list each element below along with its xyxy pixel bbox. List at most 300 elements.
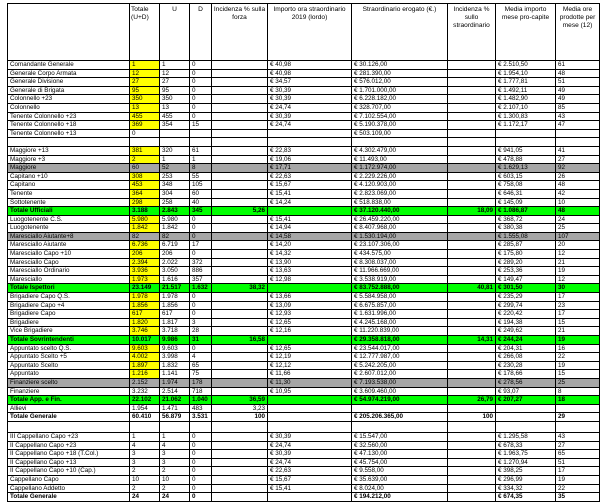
value-cell: € 15.547,00 [352, 432, 448, 441]
value-cell: € 1.530.194,00 [352, 232, 448, 241]
value-cell: € 5.242.205,00 [352, 361, 448, 370]
value-cell [190, 421, 212, 432]
value-cell: 3.998 [160, 353, 190, 362]
value-cell: 350 [160, 95, 190, 104]
value-cell: € 45.754,00 [352, 458, 448, 467]
value-cell [448, 318, 496, 327]
rank-cell: Colonnello +23 [8, 95, 130, 104]
table-row [8, 353, 600, 362]
value-cell: 18 [556, 396, 600, 405]
table-row [8, 293, 600, 302]
rank-cell: Comandante Generale [8, 61, 130, 70]
value-cell: 0 [190, 441, 212, 450]
value-cell: € 478,88 [496, 155, 556, 164]
value-cell [448, 353, 496, 362]
table-row [8, 458, 600, 467]
column-header [8, 4, 130, 61]
table-row [8, 86, 600, 95]
value-cell: 369 [130, 121, 160, 130]
value-cell: 2.843 [160, 207, 190, 216]
value-cell: € 12,12 [268, 361, 352, 370]
value-cell: 0 [190, 450, 212, 459]
value-cell: € 12.777.987,00 [352, 353, 448, 362]
value-cell: € 1.270,94 [496, 458, 556, 467]
value-cell: € 235,29 [496, 293, 556, 302]
rank-cell: Maresciallo [8, 275, 130, 284]
rank-cell: Generale Corpo Armata [8, 69, 130, 78]
value-cell [212, 327, 268, 336]
value-cell: 0 [190, 78, 212, 87]
value-cell: € 266,08 [496, 353, 556, 362]
table-row [8, 441, 600, 450]
value-cell: € 289,20 [496, 258, 556, 267]
value-cell: 0 [190, 344, 212, 353]
value-cell [212, 61, 268, 70]
value-cell [556, 138, 600, 147]
value-cell [556, 421, 600, 432]
value-cell: 0 [130, 129, 160, 138]
value-cell [448, 86, 496, 95]
value-cell [212, 301, 268, 310]
value-cell: € 230,28 [496, 361, 556, 370]
table-row [8, 129, 600, 138]
value-cell [212, 138, 268, 147]
value-cell [448, 61, 496, 70]
value-cell: € 15,67 [268, 475, 352, 484]
value-cell [448, 189, 496, 198]
value-cell: 13 [130, 103, 160, 112]
value-cell [268, 396, 352, 405]
value-cell: € 14,32 [268, 250, 352, 259]
value-cell: 6.719 [160, 241, 190, 250]
value-cell: € 22,63 [268, 467, 352, 476]
value-cell: 100 [448, 413, 496, 422]
value-cell: 0 [190, 484, 212, 493]
value-cell: 6.736 [130, 241, 160, 250]
value-cell: 43 [556, 112, 600, 121]
value-cell: 19 [556, 336, 600, 345]
value-cell: € 12,16 [268, 327, 352, 336]
value-cell: 3.746 [130, 327, 160, 336]
value-cell: € 32.560,00 [352, 441, 448, 450]
rank-cell: Luogotenente [8, 224, 130, 233]
value-cell: € 30,39 [268, 112, 352, 121]
value-cell: € 30,39 [268, 432, 352, 441]
value-cell: € 30.126,00 [352, 61, 448, 70]
value-cell [448, 121, 496, 130]
value-cell [448, 250, 496, 259]
value-cell: € 30,39 [268, 450, 352, 459]
value-cell: 1.141 [160, 370, 190, 379]
table-row [8, 121, 600, 130]
value-cell: 617 [130, 310, 160, 319]
value-cell [448, 458, 496, 467]
value-cell: 206 [160, 250, 190, 259]
value-cell: 4.002 [130, 353, 160, 362]
value-cell: € 281.390,00 [352, 69, 448, 78]
value-cell: € 6.675.857,00 [352, 301, 448, 310]
value-cell: 10 [130, 475, 160, 484]
value-cell: 5.980 [160, 215, 190, 224]
value-cell: 95 [160, 86, 190, 95]
value-cell: 1.897 [130, 361, 160, 370]
table-row [8, 361, 600, 370]
value-cell: € 19,06 [268, 155, 352, 164]
value-cell: 24 [160, 493, 190, 502]
value-cell [448, 493, 496, 502]
value-cell [448, 129, 496, 138]
value-cell: € 12,93 [268, 310, 352, 319]
value-cell: € 14,20 [268, 241, 352, 250]
value-cell [448, 78, 496, 87]
value-cell [212, 318, 268, 327]
value-cell [212, 310, 268, 319]
value-cell: € 15,41 [268, 484, 352, 493]
value-cell [212, 146, 268, 155]
table-row [8, 198, 600, 207]
value-cell: € 13,66 [268, 293, 352, 302]
value-cell: € 12,65 [268, 318, 352, 327]
value-cell [448, 275, 496, 284]
value-cell: € 83.752.888,00 [352, 284, 448, 293]
value-cell [268, 284, 352, 293]
value-cell: 0 [190, 215, 212, 224]
value-cell [448, 293, 496, 302]
value-cell: 61 [556, 61, 600, 70]
value-cell [212, 112, 268, 121]
value-cell: 17 [556, 467, 600, 476]
value-cell [268, 207, 352, 216]
value-cell: 14,31 [448, 336, 496, 345]
value-cell: 483 [190, 404, 212, 413]
value-cell: 350 [130, 95, 160, 104]
value-cell [212, 432, 268, 441]
value-cell: 24 [130, 493, 160, 502]
value-cell [496, 413, 556, 422]
value-cell: 21 [556, 327, 600, 336]
value-cell: 2.022 [160, 258, 190, 267]
value-cell: € 40,98 [268, 61, 352, 70]
column-header: Media ore prodotte per mese (12) [556, 4, 600, 61]
value-cell: € 54.974.219,00 [352, 396, 448, 405]
value-cell: € 2.823.069,00 [352, 189, 448, 198]
value-cell [448, 441, 496, 450]
value-cell: 0 [190, 86, 212, 95]
value-cell: 2 [130, 467, 160, 476]
value-cell: 17 [190, 241, 212, 250]
rank-cell: Cappellano Addetto [8, 484, 130, 493]
table-row [8, 484, 600, 493]
value-cell: € 37.120.440,00 [352, 207, 448, 216]
rank-cell: Totale Generale [8, 493, 130, 502]
value-cell [448, 172, 496, 181]
value-cell: 0 [190, 232, 212, 241]
table-row [8, 301, 600, 310]
value-cell: 41 [556, 146, 600, 155]
value-cell: 51 [556, 78, 600, 87]
value-cell: € 646,31 [496, 189, 556, 198]
value-cell: € 5.584.958,00 [352, 293, 448, 302]
value-cell: € 13,63 [268, 267, 352, 276]
value-cell [212, 69, 268, 78]
table-row [8, 112, 600, 121]
rank-cell: Tenente Colonnello +13 [8, 129, 130, 138]
value-cell: € 334,32 [496, 484, 556, 493]
value-cell: € 7.102.554,00 [352, 112, 448, 121]
rank-cell: Cappellano Capo [8, 475, 130, 484]
value-cell [212, 370, 268, 379]
value-cell: 3 [130, 450, 160, 459]
rank-cell: Colonnello [8, 103, 130, 112]
value-cell: € 9.558,00 [352, 467, 448, 476]
value-cell [268, 404, 352, 413]
value-cell [496, 138, 556, 147]
rank-cell: III Cappellano Capo +23 [8, 432, 130, 441]
rank-cell: Maresciallo Capo [8, 258, 130, 267]
value-cell [268, 493, 352, 502]
value-cell: 42 [556, 189, 600, 198]
value-cell: € 24,74 [268, 441, 352, 450]
value-cell [448, 432, 496, 441]
table-row [8, 103, 600, 112]
value-cell: € 8.024,00 [352, 484, 448, 493]
value-cell: € 278,56 [496, 378, 556, 387]
rank-cell: Appuntato [8, 370, 130, 379]
value-cell: 9.603 [130, 344, 160, 353]
value-cell: € 3.609.460,00 [352, 387, 448, 396]
rank-cell: Generale Divisione [8, 78, 130, 87]
spreadsheet [7, 3, 599, 502]
value-cell [212, 129, 268, 138]
value-cell: € 11,66 [268, 370, 352, 379]
value-cell: € 10,95 [268, 387, 352, 396]
column-header: U [160, 4, 190, 61]
value-cell: € 678,33 [496, 441, 556, 450]
value-cell [448, 467, 496, 476]
value-cell: € 249,62 [496, 327, 556, 336]
value-cell: € 1.629,13 [496, 164, 556, 173]
rank-cell: Maresciallo Capo +10 [8, 250, 130, 259]
value-cell: € 14,58 [268, 232, 352, 241]
value-cell: € 7.193.538,00 [352, 378, 448, 387]
value-cell: 56.879 [160, 413, 190, 422]
value-cell [496, 404, 556, 413]
value-cell: 23 [556, 301, 600, 310]
value-cell [448, 146, 496, 155]
value-cell [160, 138, 190, 147]
value-cell: € 941,05 [496, 146, 556, 155]
value-cell: 29 [556, 413, 600, 422]
value-cell [448, 370, 496, 379]
table-row [8, 275, 600, 284]
value-cell: 61 [190, 146, 212, 155]
value-cell: 26 [556, 172, 600, 181]
value-cell: € 4.120.903,00 [352, 181, 448, 190]
value-cell: € 17,71 [268, 164, 352, 173]
rank-cell: Maresciallo Aiutante [8, 241, 130, 250]
value-cell: 26,79 [448, 396, 496, 405]
value-cell [212, 232, 268, 241]
value-cell: 48 [556, 207, 600, 216]
value-cell: € 13,09 [268, 301, 352, 310]
table-row [8, 241, 600, 250]
value-cell: 2 [130, 155, 160, 164]
value-cell [268, 413, 352, 422]
value-cell: 40 [190, 198, 212, 207]
value-cell [448, 164, 496, 173]
table-row [8, 404, 600, 413]
value-cell: 55 [190, 172, 212, 181]
value-cell: € 12,98 [268, 275, 352, 284]
value-cell: 107 [556, 232, 600, 241]
rank-cell: Finanziere scelto [8, 378, 130, 387]
value-cell [212, 95, 268, 104]
value-cell [212, 181, 268, 190]
value-cell: 0 [190, 467, 212, 476]
value-cell: € 47.130,00 [352, 450, 448, 459]
value-cell: 12 [130, 69, 160, 78]
value-cell: 19 [556, 361, 600, 370]
rank-cell: II Cappellano Capo +18 (T.Col.) [8, 450, 130, 459]
value-cell: 617 [160, 310, 190, 319]
table-row [8, 69, 600, 78]
value-cell: 1 [130, 61, 160, 70]
value-cell: € 1.172,17 [496, 121, 556, 130]
value-cell: 43 [556, 432, 600, 441]
value-cell [212, 353, 268, 362]
value-cell: € 3.538.919,00 [352, 275, 448, 284]
value-cell: 10.017 [130, 336, 160, 345]
value-cell: 17 [556, 293, 600, 302]
value-cell: € 5.190.378,00 [352, 121, 448, 130]
column-header: Incidenza % sullo straordinario [448, 4, 496, 61]
value-cell: € 434.575,00 [352, 250, 448, 259]
rank-cell: Totale App. e Fin. [8, 396, 130, 405]
value-cell [448, 404, 496, 413]
value-cell: 95 [130, 86, 160, 95]
value-cell: € 8.407.968,00 [352, 224, 448, 233]
value-cell: 1.842 [130, 224, 160, 233]
value-cell [268, 129, 352, 138]
value-cell: 15 [556, 318, 600, 327]
value-cell: € 11.966.669,00 [352, 267, 448, 276]
value-cell: € 518.838,00 [352, 198, 448, 207]
value-cell: € 15,41 [268, 215, 352, 224]
rank-cell: Finanziere [8, 387, 130, 396]
value-cell: € 1.631.996,00 [352, 310, 448, 319]
value-cell: 25 [556, 378, 600, 387]
subtotal-row [8, 284, 600, 293]
table-row [8, 378, 600, 387]
value-cell: 0 [190, 224, 212, 233]
value-cell [448, 258, 496, 267]
value-cell: 372 [190, 258, 212, 267]
value-cell: € 40,98 [268, 69, 352, 78]
value-cell [212, 155, 268, 164]
table-row [8, 172, 600, 181]
value-cell: 19 [556, 475, 600, 484]
value-cell: € 328.707,00 [352, 103, 448, 112]
value-cell: 3.718 [160, 327, 190, 336]
value-cell: 85 [556, 103, 600, 112]
table-row [8, 181, 600, 190]
value-cell: 28 [190, 327, 212, 336]
value-cell: 75 [190, 370, 212, 379]
subtotal-row [8, 336, 600, 345]
value-cell [212, 103, 268, 112]
value-cell [496, 129, 556, 138]
value-cell: 364 [130, 189, 160, 198]
value-cell: € 30,39 [268, 86, 352, 95]
value-cell: 35 [556, 493, 600, 502]
value-cell [448, 181, 496, 190]
value-cell: 49 [556, 95, 600, 104]
value-cell: € 1.086,87 [496, 207, 556, 216]
value-cell [212, 450, 268, 459]
value-cell: 0 [190, 112, 212, 121]
value-cell: € 1.492,11 [496, 86, 556, 95]
value-cell: € 204,31 [496, 344, 556, 353]
table-row [8, 189, 600, 198]
value-cell [268, 421, 352, 432]
value-cell [448, 69, 496, 78]
value-cell: 3.531 [190, 413, 212, 422]
value-cell: € 1.701.000,00 [352, 86, 448, 95]
value-cell [448, 112, 496, 121]
rank-cell: Brigadiere Capo Q.S. [8, 293, 130, 302]
value-cell: 354 [160, 121, 190, 130]
value-cell: € 207,27 [496, 396, 556, 405]
value-cell [448, 301, 496, 310]
value-cell: 0 [190, 458, 212, 467]
value-cell [130, 421, 160, 432]
value-cell: 16,58 [212, 336, 268, 345]
subtotal-row [8, 396, 600, 405]
value-cell [448, 95, 496, 104]
value-cell: € 674,35 [496, 493, 556, 502]
value-cell: 92 [556, 164, 600, 173]
value-cell [212, 344, 268, 353]
value-cell: 17 [556, 310, 600, 319]
rank-cell: Generale di Brigata [8, 86, 130, 95]
value-cell [448, 310, 496, 319]
value-cell: 0 [190, 475, 212, 484]
rank-cell: Brigadiere Capo [8, 310, 130, 319]
value-cell: 0 [190, 95, 212, 104]
value-cell [212, 267, 268, 276]
rank-cell: II Cappellano Capo +13 [8, 458, 130, 467]
value-cell: 21.062 [160, 396, 190, 405]
column-header: Totale (U+D) [130, 4, 160, 61]
value-cell [448, 138, 496, 147]
value-cell: 320 [160, 146, 190, 155]
value-cell: € 34,57 [268, 78, 352, 87]
value-cell: € 30,39 [268, 95, 352, 104]
value-cell: € 194,38 [496, 318, 556, 327]
value-cell [212, 467, 268, 476]
value-cell: 1.616 [160, 275, 190, 284]
value-cell: € 576.012,00 [352, 78, 448, 87]
value-cell: € 24,74 [268, 458, 352, 467]
table-row [8, 146, 600, 155]
value-cell: € 23.544.017,00 [352, 344, 448, 353]
value-cell [212, 275, 268, 284]
value-cell: € 253,36 [496, 267, 556, 276]
value-cell: 1.820 [130, 318, 160, 327]
value-cell: 2.514 [160, 387, 190, 396]
table-row [8, 250, 600, 259]
column-header: D [190, 4, 212, 61]
